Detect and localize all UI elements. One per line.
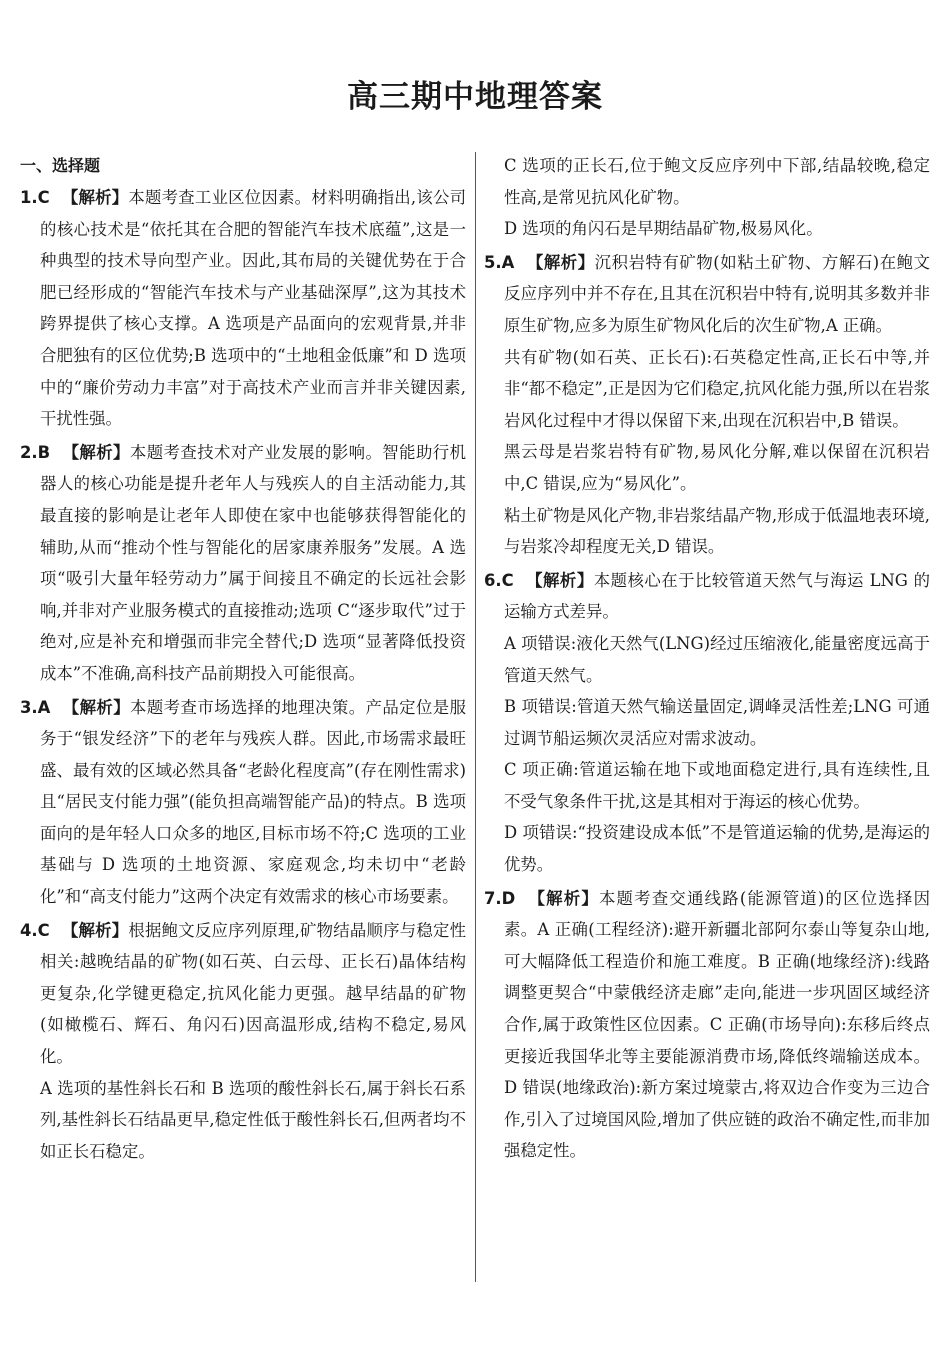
analysis-paragraph: 黑云母是岩浆岩特有矿物,易风化分解,难以保留在沉积岩中,C 错误,应为“易风化”。 <box>504 442 930 493</box>
question-7 <box>484 883 930 1167</box>
analysis-paragraph: 粘土矿物是风化产物,非岩浆结晶产物,形成于低温地表环境,与岩浆冷却程度无关,D 错误。 <box>504 505 930 557</box>
analysis-tag: 【解析】 <box>61 920 129 940</box>
analysis-text: 本题考查工业区位因素。材料明确指出,该公司的核心技术是“依托其在合肥的智能汽车技术底蕴”,这是一种典型的技术导向型产业。因此,其布局的关键优势在于合肥已经形成的“智能汽车技术与产业基础深厚”,这为其技术跨界提供了核心支撑。A 选项是产品面向的宏观背景,并非合肥独有的区位优势;B 选项中的“土地租金低廉”和 D 选项中的“廉价劳动力丰富”对于高技术产业而言并非关键因素,干扰性强。 <box>40 188 466 429</box>
analysis-paragraph: D 选项的角闪石是早期结晶矿物,极易风化。 <box>504 219 823 239</box>
question-number: 7. <box>484 888 502 908</box>
page-title: 高三期中地理答案 <box>347 79 603 115</box>
analysis-paragraph: 共有矿物(如石英、正长石):石英稳定性高,正长石中等,并非“都不稳定”,正是因为它们稳定,抗风化能力强,所以在岩浆岩风化过程中才得以保留下来,出现在沉积岩中,B 错误。 <box>504 347 930 430</box>
question-1 <box>20 182 466 435</box>
analysis-text: 本题核心在于比较管道天然气与海运 LNG 的运输方式差异。 <box>504 570 931 622</box>
analysis-tag: 【解析】 <box>527 888 599 908</box>
analysis-tag: 【解析】 <box>62 697 131 717</box>
question-number: 1. <box>20 188 38 207</box>
question-number: 6. <box>484 570 502 590</box>
analysis-tag: 【解析】 <box>526 252 595 272</box>
right-column <box>484 150 930 1167</box>
analysis-tag: 【解析】 <box>525 570 594 590</box>
analysis-paragraph: C 选项的正长石,位于鲍文反应序列中下部,结晶较晚,稳定性高,是常见抗风化矿物。 <box>504 156 930 207</box>
question-6 <box>484 565 930 628</box>
question-number: 2. <box>20 442 38 462</box>
section-heading: 一、选择题 <box>20 156 101 175</box>
analysis-tag: 【解析】 <box>62 442 130 462</box>
answer-letter: A <box>37 697 51 717</box>
analysis-text: 本题考查技术对产业发展的影响。智能助行机器人的核心功能是提升老年人与残疾人的自主活动能力,其最直接的影响是让老年人即使在家中也能够获得智能化的辅助,从而“推动个性与智能化的居家康养服务”发展。A 选项“吸引大量年轻劳动力”属于间接且不确定的长远社会影响,并非对产业服务模式的直接推动;选项 C“逐步取代”过于绝对,应是补充和增强而非完全替代;D 选项“显著降低投资成本”不准确,高科技产品前期投入可能很高。 <box>40 442 467 683</box>
analysis-tag: 【解析】 <box>61 188 129 207</box>
column-divider <box>475 152 476 1282</box>
analysis-paragraph: C 项正确:管道运输在地下或地面稳定进行,具有连续性,且不受气象条件干扰,这是其相对于海运的核心优势。 <box>504 760 930 811</box>
analysis-text: 根据鲍文反应序列原理,矿物结晶顺序与稳定性相关:越晚结晶的矿物(如石英、白云母、正长石)晶体结构更复杂,化学键更稳定,抗风化能力更强。越早结晶的矿物(如橄榄石、辉石、角闪石)因高温形成,结构不稳定,易风化。 <box>40 920 466 1067</box>
analysis-paragraph: D 项错误:“投资建设成本低”不是管道运输的优势,是海运的优势。 <box>504 823 930 875</box>
analysis-paragraph: A 选项的基性斜长石和 B 选项的酸性斜长石,属于斜长石系列,基性斜长石结晶更早,稳定性低于酸性斜长石,但两者均不如正长石稳定。 <box>40 1078 466 1161</box>
answer-letter: D <box>501 888 516 908</box>
question-3 <box>20 692 466 913</box>
answer-letter: C <box>501 570 514 590</box>
question-4 <box>20 915 466 1073</box>
analysis-text: 本题考查交通线路(能源管道)的区位选择因素。A 正确(工程经济):避开新疆北部阿尔泰山等复杂山地,可大幅降低工程造价和施工难度。B 正确(地缘经济):线路调整更契合“中蒙俄经济走廊”走向,能进一步巩固区域经济合作,属于政策性区位因素。C 正确(市场导向):东移后终点更接近我国华北等主要能源消费市场,降低终端输送成本。D 错误(地缘政治):新方案过境蒙古,将双边合作变为三边合作,引入了过境国风险,增加了供应链的政治不确定性,而非加强稳定性。 <box>504 888 930 1161</box>
answer-letter: C <box>37 188 50 207</box>
question-number: 5. <box>484 252 502 272</box>
analysis-text: 沉积岩特有矿物(如粘土矿物、方解石)在鲍文反应序列中并不存在,且其在沉积岩中特有,说明其多数并非原生矿物,应多为原生矿物风化后的次生矿物,A 正确。 <box>504 252 930 335</box>
question-number: 4. <box>20 920 38 940</box>
left-column <box>20 150 466 1167</box>
question-5 <box>484 247 930 342</box>
analysis-text: 本题考查市场选择的地理决策。产品定位是服务于“银发经济”下的老年与残疾人群。因此,市场需求最旺盛、最有效的区域必然具备“老龄化程度高”(存在刚性需求)且“居民支付能力强”(能负担高端智能产品)的特点。B 选项面向的是年轻人口众多的地区,目标市场不符;C 选项的工业基础与 D 选项的土地资源、家庭观念,均未切中“老龄化”和“高支付能力”这两个决定有效需求的核心市场要素。 <box>40 697 467 907</box>
question-2 <box>20 437 466 690</box>
answer-letter: C <box>37 920 50 940</box>
analysis-paragraph: B 项错误:管道天然气输送量固定,调峰灵活性差;LNG 可通过调节船运频次灵活应对需求波动。 <box>504 697 930 748</box>
question-number: 3. <box>20 697 38 717</box>
answer-letter: A <box>501 252 515 272</box>
analysis-paragraph: A 项错误:液化天然气(LNG)经过压缩液化,能量密度远高于管道天然气。 <box>504 633 930 685</box>
answer-letter: B <box>37 442 51 462</box>
